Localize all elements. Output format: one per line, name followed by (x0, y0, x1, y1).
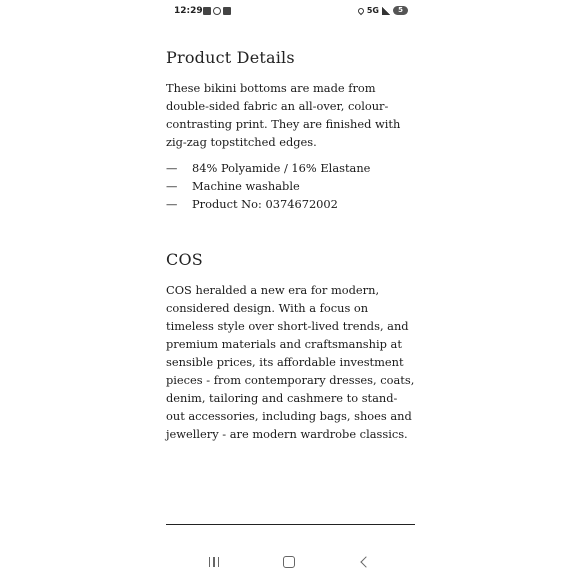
notification-icon (223, 7, 231, 15)
attribute-text: Machine washable (192, 179, 300, 193)
product-description: These bikini bottoms are made from double-sided fabric an all-over, colour-contrasting print. They are finished with zig-zag topstitched edges. (166, 81, 401, 149)
brand-title: COS (166, 250, 203, 269)
recents-icon (209, 557, 220, 567)
product-attributes-list (166, 159, 416, 213)
list-item (166, 177, 416, 195)
list-item (166, 195, 416, 213)
bullet-marker: — (166, 197, 178, 211)
system-nav-bar (158, 550, 424, 576)
home-button[interactable] (279, 554, 299, 570)
bullet-marker: — (166, 161, 178, 175)
phone-screen (158, 0, 424, 580)
list-item (166, 159, 416, 177)
signal-icon (382, 7, 390, 15)
bullet-marker: — (166, 179, 178, 193)
home-icon (283, 556, 295, 568)
attribute-text: 84% Polyamide / 16% Elastane (192, 161, 371, 175)
divider (166, 524, 415, 525)
status-bar (158, 0, 424, 22)
system-icons (358, 6, 408, 15)
brand-section (166, 250, 416, 443)
recents-button[interactable] (204, 554, 224, 570)
notification-icon (203, 7, 211, 15)
location-icon (357, 6, 365, 14)
product-details-section (166, 48, 416, 213)
notification-icon (213, 7, 221, 15)
status-time: 12:29 (174, 6, 203, 16)
back-button[interactable] (354, 554, 374, 570)
notification-icons (203, 7, 231, 15)
back-icon (360, 556, 371, 567)
battery-icon: 5 (393, 6, 408, 15)
attribute-text: Product No: 0374672002 (192, 197, 338, 211)
network-type: 5G (366, 6, 379, 15)
brand-description: COS heralded a new era for modern, considered design. With a focus on timeless style over short-lived trends, and premium materials and craftsmanship at sensible prices, its affordable investment pieces - from contemporary dresses, coats, denim, tailoring and cashmere to stand-out accessories, including bags, shoes and jewellery - are modern wardrobe classics. (166, 283, 415, 441)
product-details-title: Product Details (166, 48, 295, 67)
